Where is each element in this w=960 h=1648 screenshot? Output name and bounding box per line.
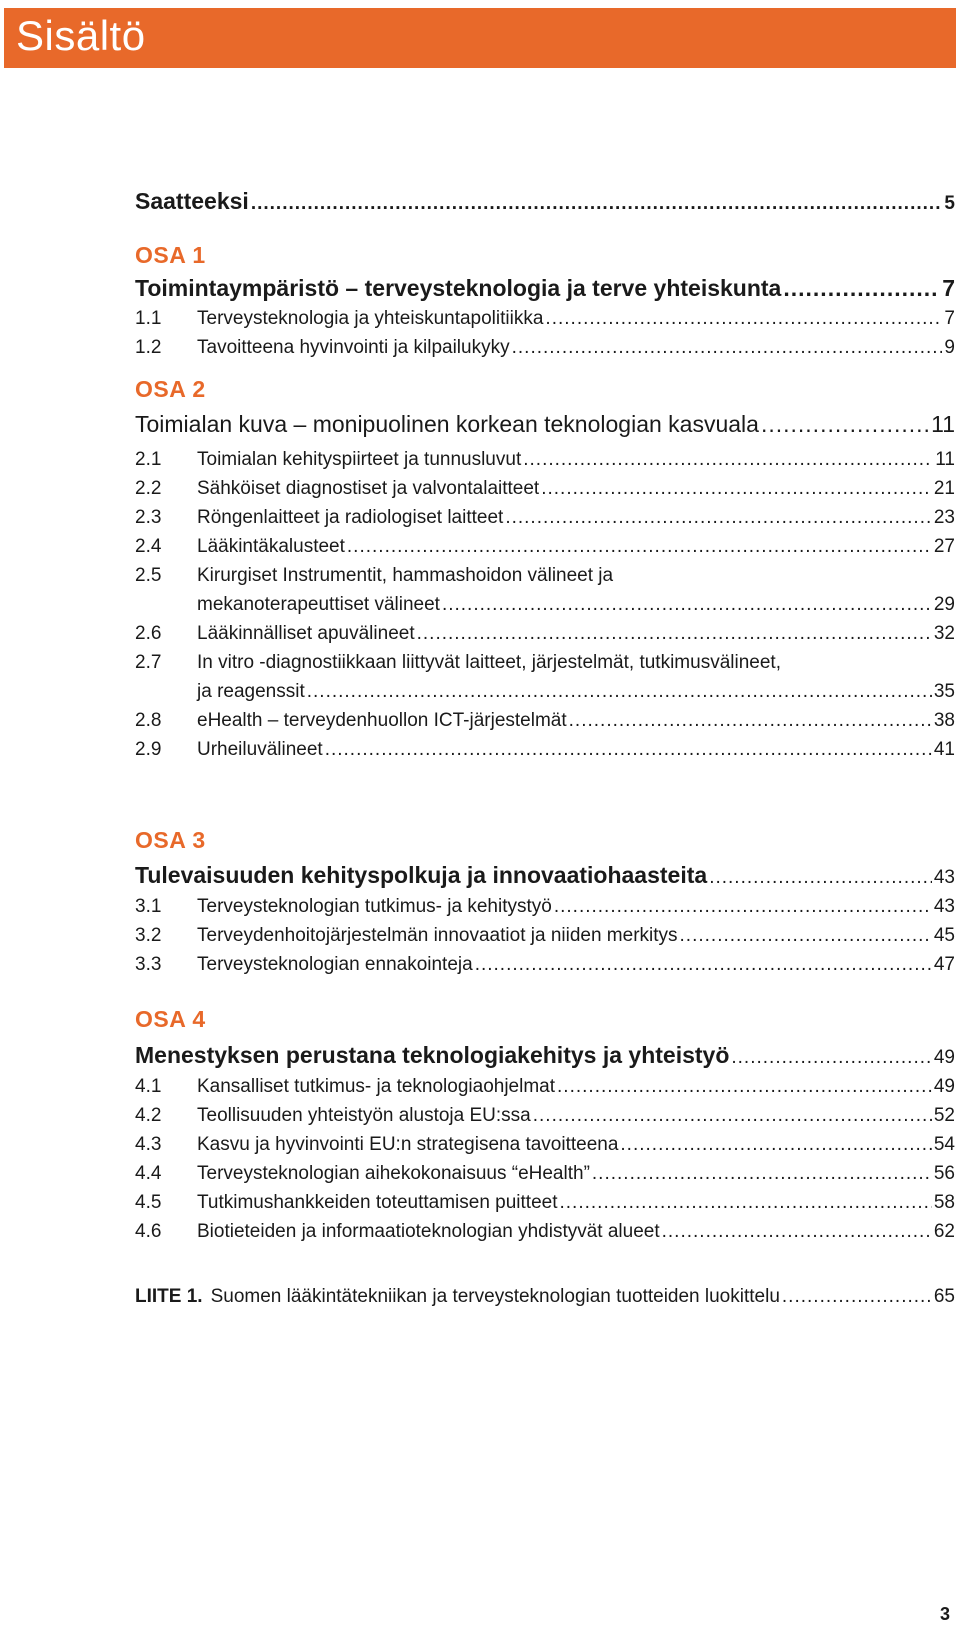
toc-entry[interactable] [135, 1134, 955, 1164]
leader-dots [533, 1105, 932, 1127]
toc-page-number: 29 [933, 594, 955, 615]
toc-entry-label: Tutkimushankkeiden toteuttamisen puitteet [197, 1192, 558, 1213]
leader-dots [417, 623, 932, 645]
leader-dots [662, 1221, 932, 1243]
leader-dots [545, 308, 942, 330]
toc-entry-label: Terveydenhoitojärjestelmän innovaatiot ja niiden merkitys [197, 925, 678, 946]
toc-entry-number: 4.6 [135, 1221, 162, 1242]
page-title: Sisältö [16, 12, 146, 59]
leader-dots [307, 681, 932, 703]
toc-entry-number: 3.1 [135, 896, 162, 917]
toc-part-title[interactable] [135, 1042, 955, 1072]
leader-dots [560, 1192, 932, 1214]
toc-page-number: 52 [933, 1105, 955, 1126]
toc-entry-number: 2.5 [135, 565, 162, 586]
toc-entry-number: 2.2 [135, 478, 162, 499]
toc-entry-label: Teollisuuden yhteistyön alustoja EU:ssa [197, 1105, 531, 1126]
toc-entry[interactable] [135, 565, 955, 595]
toc-part-title[interactable] [135, 411, 955, 441]
toc-entry-number: 2.7 [135, 652, 162, 673]
toc-entry-label: Tulevaisuuden kehityspolkuja ja innovaatiohaasteita [135, 862, 708, 888]
toc-entry-number: 4.1 [135, 1076, 162, 1097]
toc-page-number: 32 [933, 623, 955, 644]
toc-entry-label: ja reagenssit [197, 681, 305, 702]
toc-part-title[interactable] [135, 275, 955, 305]
toc-entry-number: 4.4 [135, 1163, 162, 1184]
toc-page-number: 43 [933, 896, 955, 917]
toc-entry[interactable] [135, 337, 955, 367]
toc-page-number: 49 [933, 1047, 955, 1068]
toc-entry[interactable] [135, 536, 955, 566]
toc-entry[interactable] [135, 478, 955, 508]
leader-dots [541, 478, 932, 500]
leader-dots [569, 710, 932, 732]
toc-entry-number: 2.4 [135, 536, 162, 557]
leader-dots [325, 739, 932, 761]
toc-page-number: 7 [942, 275, 955, 301]
toc-page-number: 38 [933, 710, 955, 731]
toc-entry-label: Toimialan kuva – monipuolinen korkean teknologian kasvuala [135, 411, 759, 437]
toc-entry-number: 4.5 [135, 1192, 162, 1213]
leader-dots [442, 594, 932, 616]
toc-entry-number: 4.2 [135, 1105, 162, 1126]
part-label: OSA 3 [135, 827, 206, 853]
toc-entry-appendix[interactable] [135, 1286, 955, 1316]
leader-dots [347, 536, 932, 558]
toc-entry[interactable] [135, 1192, 955, 1222]
toc-entry-label: Biotieteiden ja informaatioteknologian yhdistyvät alueet [197, 1221, 660, 1242]
toc-entry[interactable] [135, 308, 955, 338]
toc-page-number: 49 [933, 1076, 955, 1097]
leader-dots [554, 896, 932, 918]
toc-entry-label: Suomen lääkintätekniikan ja terveysteknologian tuotteiden luokittelu [210, 1286, 780, 1307]
toc-entry-label: Lääkinnälliset apuvälineet [197, 623, 415, 644]
leader-dots [709, 867, 932, 889]
part-label: OSA 4 [135, 1006, 206, 1032]
toc-entry-number: 3.2 [135, 925, 162, 946]
toc-entry[interactable] [135, 1105, 955, 1135]
toc-entry[interactable] [135, 896, 955, 926]
toc-page-number: 56 [933, 1163, 955, 1184]
toc-page-number: 45 [933, 925, 955, 946]
leader-dots [782, 1286, 932, 1308]
toc-entry-number: 1.2 [135, 337, 162, 358]
page-number: 3 [939, 1604, 950, 1624]
toc-entry-label: Menestyksen perustana teknologiakehitys ja yhteistyö [135, 1042, 730, 1068]
toc-entry-label: In vitro -diagnostiikkaan liittyvät laitteet, järjestelmät, tutkimusvälineet, [197, 652, 781, 673]
toc-entry[interactable] [135, 652, 955, 682]
toc-page-number: 9 [944, 337, 955, 358]
toc-page-number: 58 [933, 1192, 955, 1213]
toc-page-number: 65 [933, 1286, 955, 1307]
toc-page-number: 41 [933, 739, 955, 760]
header-banner [4, 8, 956, 68]
appendix-label: LIITE 1. [135, 1286, 203, 1307]
leader-dots [680, 925, 932, 947]
toc-page-number: 27 [933, 536, 955, 557]
part-label: OSA 1 [135, 242, 206, 268]
leader-dots [731, 1047, 931, 1069]
leader-dots [620, 1134, 931, 1156]
toc-entry-number: 2.6 [135, 623, 162, 644]
leader-dots [475, 954, 932, 976]
toc-entry-label: Toimialan kehityspiirteet ja tunnusluvut [197, 449, 522, 470]
toc-entry-number: 2.9 [135, 739, 162, 760]
toc-entry-label: Urheiluvälineet [197, 739, 323, 760]
toc-entry-number: 1.1 [135, 308, 162, 329]
toc-entry-preface[interactable] [135, 188, 955, 218]
toc-page-number: 23 [933, 507, 955, 528]
toc-entry-label: Tavoitteena hyvinvointi ja kilpailukyky [197, 337, 510, 358]
toc-entry-label: Toimintaympäristö – terveysteknologia ja terve yhteiskunta [135, 275, 782, 301]
toc-page-number: 43 [933, 867, 955, 888]
toc-entry-continuation[interactable] [135, 681, 955, 711]
toc-page-number: 47 [933, 954, 955, 975]
toc-entry-label: mekanoterapeuttiset välineet [197, 594, 440, 615]
toc-entry[interactable] [135, 954, 955, 984]
leader-dots [783, 275, 940, 302]
toc-entry-label: Kasvu ja hyvinvointi EU:n strategisena tavoitteena [197, 1134, 619, 1155]
toc-page-number: 62 [933, 1221, 955, 1242]
toc-entry-continuation[interactable] [135, 594, 955, 624]
leader-dots [761, 411, 929, 438]
toc-entry-label: Lääkintäkalusteet [197, 536, 345, 557]
toc-entry-label: Kansalliset tutkimus- ja teknologiaohjelmat [197, 1076, 556, 1097]
toc-page-number: 21 [933, 478, 955, 499]
toc-entry-label: eHealth – terveydenhuollon ICT-järjestelmät [197, 710, 567, 731]
part-label: OSA 2 [135, 376, 206, 402]
toc-page-number: 35 [933, 681, 955, 702]
toc-entry-number: 3.3 [135, 954, 162, 975]
toc-entry-number: 2.3 [135, 507, 162, 528]
toc-entry-label: Saatteeksi [135, 188, 249, 214]
toc-page-number: 54 [933, 1134, 955, 1155]
toc-entry-number: 4.3 [135, 1134, 162, 1155]
toc-entry-label: Kirurgiset Instrumentit, hammashoidon välineet ja [197, 565, 614, 586]
toc-entry-label: Terveysteknologia ja yhteiskuntapolitiikka [197, 308, 544, 329]
toc-entry-label: Terveysteknologian aihekokonaisuus “eHealth” [197, 1163, 590, 1184]
toc-page-number: 11 [931, 411, 955, 437]
toc-entry[interactable] [135, 507, 955, 537]
toc-entry[interactable] [135, 1076, 955, 1106]
toc-entry[interactable] [135, 710, 955, 740]
toc-entry[interactable] [135, 1163, 955, 1193]
toc-entry[interactable] [135, 449, 955, 479]
toc-entry-label: Terveysteknologian tutkimus- ja kehitystyö [197, 896, 552, 917]
leader-dots [512, 337, 943, 359]
toc-entry-label: Terveysteknologian ennakointeja [197, 954, 473, 975]
toc-entry[interactable] [135, 739, 955, 769]
toc-entry-label: Sähköiset diagnostiset ja valvontalaitteet [197, 478, 540, 499]
leader-dots [557, 1076, 932, 1098]
toc-entry-number: 2.1 [135, 449, 162, 470]
leader-dots [592, 1163, 932, 1185]
toc-entry-label: Röngenlaitteet ja radiologiset laitteet [197, 507, 504, 528]
toc-page-number: 5 [944, 193, 955, 214]
toc-part-title[interactable] [135, 862, 955, 892]
toc-entry-number: 2.8 [135, 710, 162, 731]
toc-page-number: 7 [944, 308, 955, 329]
toc-entry[interactable] [135, 623, 955, 653]
leader-dots [251, 193, 943, 215]
leader-dots [505, 507, 932, 529]
toc-entry[interactable] [135, 925, 955, 955]
leader-dots [523, 449, 933, 471]
toc-entry[interactable] [135, 1221, 955, 1251]
toc-page-number: 11 [935, 449, 955, 470]
